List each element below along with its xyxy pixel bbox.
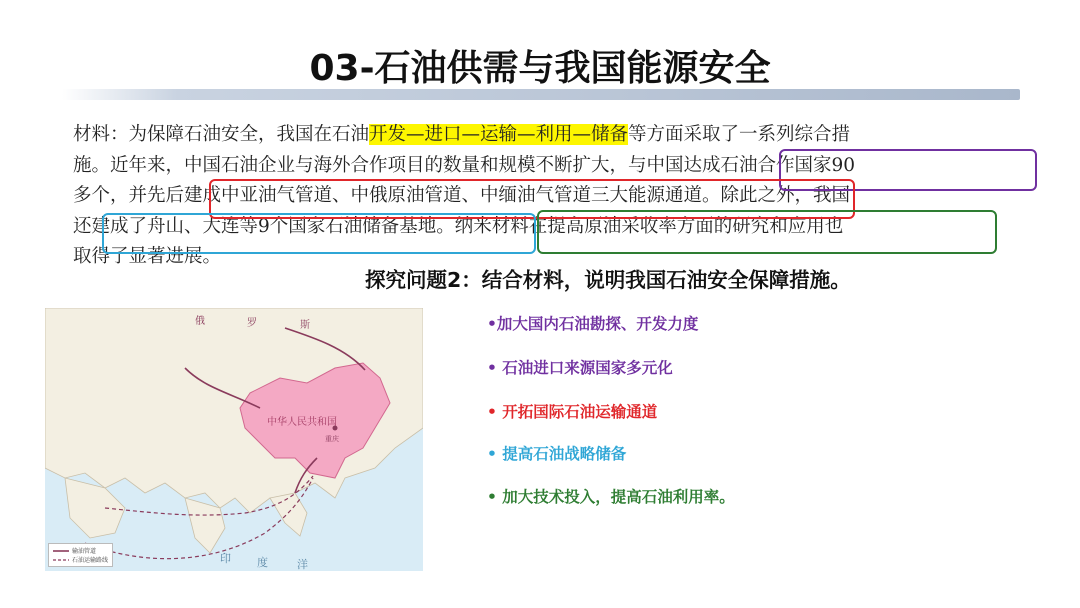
map-graphic: [45, 308, 423, 571]
map-land-arabia: [65, 478, 125, 538]
answer-item-3: • 开拓国际石油运输通道: [487, 403, 658, 421]
material-line-5: 取得了显著进展。: [73, 246, 222, 267]
legend-route-row: [53, 555, 108, 564]
answer-item-4: • 提高石油战略储备: [487, 445, 627, 463]
material-line-4: 还建成了舟山、大连等9个国家石油储备基地。纳米材料在提高原油采收率方面的研究和应用也: [73, 215, 844, 237]
answer-item-5: • 加大技术投入，提高石油利用率。: [487, 488, 735, 506]
map-legend: [48, 543, 113, 567]
answer-item-2: • 石油进口来源国家多元化: [487, 359, 673, 377]
material-line-1: [73, 120, 1033, 151]
material-paragraph: [73, 120, 1033, 273]
answer-item-1: •加大国内石油勘探、开发力度: [487, 315, 699, 333]
map-label-russia-1: 俄: [195, 316, 205, 327]
inquiry-question: 探究问题2：结合材料，说明我国石油安全保障措施。: [365, 268, 851, 292]
legend-pipeline-label: 输油管道: [72, 548, 97, 555]
title-underline-bar: [62, 89, 1020, 100]
map-label-china: 中华人民共和国: [267, 417, 337, 428]
material-line-1-pre: 材料：为保障石油安全，我国在石油: [73, 124, 370, 145]
material-line-2: 施。近年来，中国石油企业与海外合作项目的数量和规模不断扩大，与中国达成石油合作国家90: [73, 154, 856, 176]
map-label-russia-2: 罗: [247, 318, 257, 329]
material-line-1-post: 等方面采取了一系列综合措: [628, 124, 851, 145]
map-label-india-2: 度: [257, 556, 268, 569]
map-label-russia-3: 斯: [300, 320, 310, 331]
page-title: 03-石油供需与我国能源安全: [309, 48, 771, 89]
oil-route-map: [45, 308, 423, 571]
map-label-india-3: 洋: [297, 558, 308, 571]
legend-route-swatch: [53, 558, 69, 562]
legend-pipeline-swatch: [53, 549, 69, 553]
map-label-india-1: 印: [220, 552, 231, 565]
map-label-chongqing: 重庆: [325, 435, 339, 443]
legend-route-label: 石油运输路线: [72, 557, 109, 564]
material-highlight: 开发—进口—运输—利用—储备: [369, 124, 629, 145]
legend-pipeline-row: [53, 546, 108, 555]
material-line-3: 多个，并先后建成中亚油气管道、中俄原油管道、中缅油气管道三大能源通道。除此之外，我国: [73, 185, 851, 206]
map-land-seasia: [270, 493, 307, 536]
